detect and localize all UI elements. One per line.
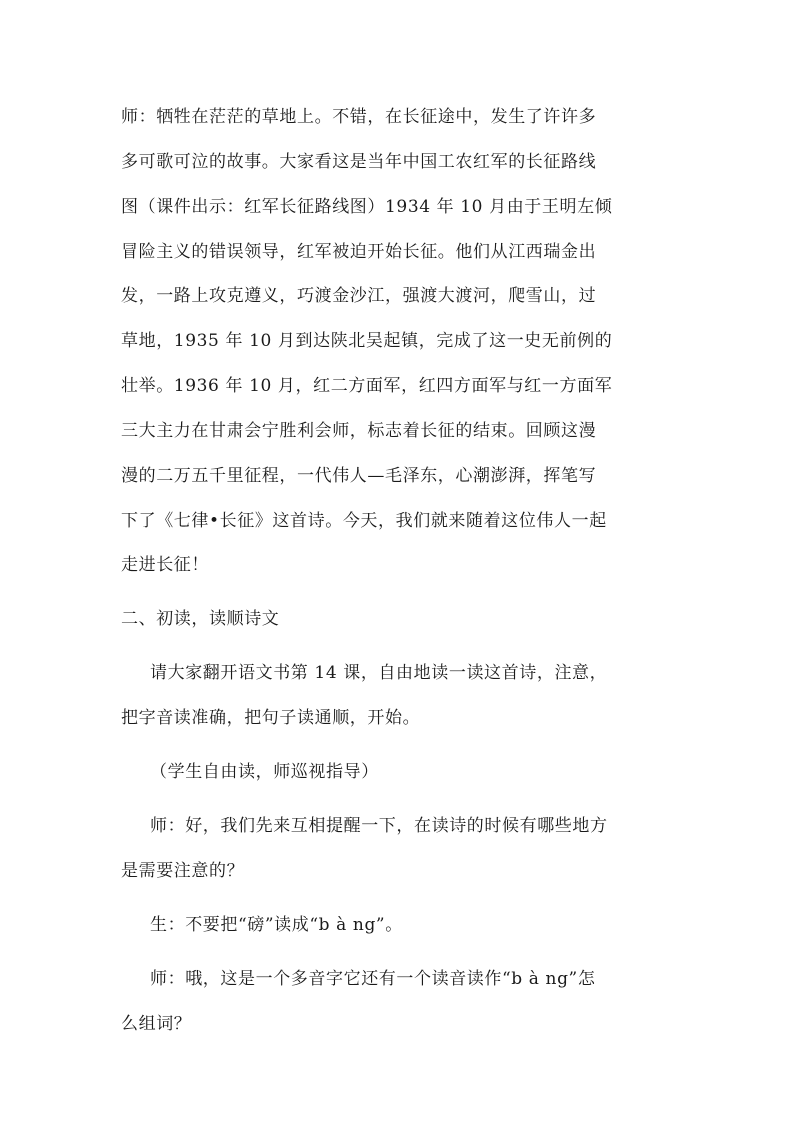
- paragraph-line: 师：牺牲在茫茫的草地上。不错，在长征途中，发生了许许多: [121, 107, 597, 127]
- paragraph-line: 走进长征！: [121, 555, 209, 575]
- paragraph-line: 请大家翻开语文书第 14 课，自由地读一读这首诗，注意，: [150, 663, 608, 683]
- paragraph-line: 壮举。1936 年 10 月，红二方面军，红四方面军与红一方面军: [121, 376, 613, 396]
- paragraph-line: 草地，1935 年 10 月到达陕北吴起镇，完成了这一史无前例的: [121, 331, 613, 351]
- paragraph-line: 发，一路上攻克遵义，巧渡金沙江，强渡大渡河，爬雪山，过: [121, 286, 597, 306]
- paragraph-line: 三大主力在甘肃会宁胜利会师，标志着长征的结束。回顾这漫: [121, 421, 597, 441]
- stage-direction: （学生自由读，师巡视指导）: [150, 762, 379, 782]
- paragraph-line: 多可歌可泣的故事。大家看这是当年中国工农红军的长征路线: [121, 152, 597, 172]
- paragraph-line: 是需要注意的？: [121, 861, 245, 881]
- paragraph-line: 把字音读准确，把句子读通顺，开始。: [121, 708, 421, 728]
- paragraph-line: 漫的二万五千里征程，一代伟人—毛泽东，心潮澎湃，挥笔写: [121, 466, 597, 486]
- paragraph-line: 图（课件出示：红军长征路线图）1934 年 10 月由于王明左倾: [121, 197, 613, 217]
- paragraph-line: 下了《七律•长征》这首诗。今天，我们就来随着这位伟人一起: [121, 511, 607, 531]
- paragraph-line: 冒险主义的错误领导，红军被迫开始长征。他们从江西瑞金出: [121, 242, 597, 262]
- paragraph-line: 师：好，我们先来互相提醒一下，在读诗的时候有哪些地方: [150, 816, 608, 836]
- paragraph-line: 生：不要把“磅”读成“b à ng”。: [150, 915, 403, 935]
- section-heading: 二、初读，读顺诗文: [121, 609, 280, 629]
- paragraph-line: 么组词？: [121, 1014, 192, 1034]
- paragraph-line: 师：哦，这是一个多音字它还有一个读音读作“b à ng”怎: [150, 969, 596, 989]
